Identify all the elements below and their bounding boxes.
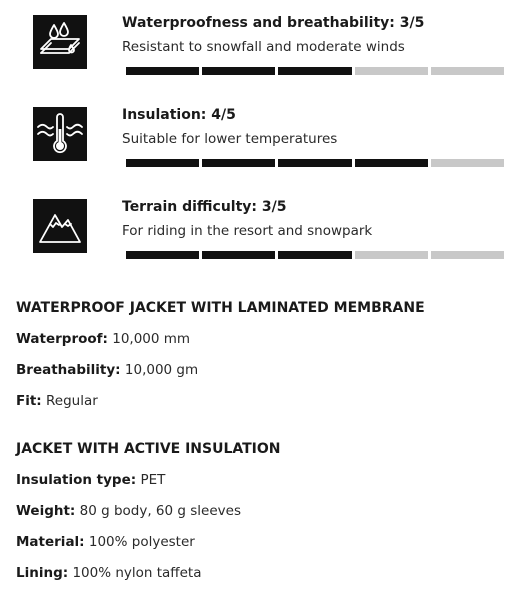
rating-segment-empty <box>355 251 428 259</box>
rating-segment-filled <box>202 67 275 75</box>
mountain-icon <box>33 199 87 253</box>
rating-insulation <box>33 107 513 177</box>
spec-insulation-type <box>16 472 165 488</box>
rating-segment-filled <box>278 159 351 167</box>
rating-bar <box>126 159 504 167</box>
rating-bar <box>126 251 504 259</box>
rating-description: For riding in the resort and snowpark <box>122 223 373 239</box>
spec-label: Waterproof: <box>16 331 108 347</box>
spec-label: Fit: <box>16 393 42 409</box>
spec-value: 80 g body, 60 g sleeves <box>75 503 241 519</box>
spec-weight <box>16 503 241 519</box>
waterproof-breathable-icon <box>33 15 87 69</box>
rating-segment-empty <box>431 159 504 167</box>
rating-description: Resistant to snowfall and moderate winds <box>122 39 405 55</box>
spec-value: 100% polyester <box>84 534 195 550</box>
spec-waterproof <box>16 331 190 347</box>
rating-segment-filled <box>355 159 428 167</box>
rating-segment-empty <box>355 67 428 75</box>
spec-breathability <box>16 362 198 378</box>
rating-terrain <box>33 199 513 269</box>
spec-value: 10,000 gm <box>120 362 199 378</box>
rating-segment-empty <box>431 251 504 259</box>
spec-fit <box>16 393 98 409</box>
spec-value: Regular <box>41 393 98 409</box>
rating-segment-filled <box>202 159 275 167</box>
spec-label: Lining: <box>16 565 69 581</box>
rating-segment-filled <box>278 67 351 75</box>
section-heading-insulation: JACKET WITH ACTIVE INSULATION <box>16 441 281 457</box>
rating-segment-empty <box>431 67 504 75</box>
rating-description: Suitable for lower temperatures <box>122 131 338 147</box>
spec-material <box>16 534 195 550</box>
spec-label: Breathability: <box>16 362 121 378</box>
rating-segment-filled <box>126 67 199 75</box>
spec-label: Material: <box>16 534 85 550</box>
spec-label: Insulation type: <box>16 472 137 488</box>
rating-segment-filled <box>278 251 351 259</box>
rating-title: Waterproofness and breathability: 3/5 <box>122 15 425 31</box>
spec-value: 10,000 mm <box>107 331 191 347</box>
rating-segment-filled <box>126 251 199 259</box>
spec-value: 100% nylon taffeta <box>68 565 202 581</box>
rating-bar <box>126 67 504 75</box>
rating-segment-filled <box>126 159 199 167</box>
thermometer-wind-icon <box>33 107 87 161</box>
section-heading-membrane: WATERPROOF JACKET WITH LAMINATED MEMBRANE <box>16 300 425 316</box>
rating-segment-filled <box>202 251 275 259</box>
spec-value: PET <box>136 472 166 488</box>
spec-lining <box>16 565 201 581</box>
spec-label: Weight: <box>16 503 76 519</box>
rating-title: Insulation: 4/5 <box>122 107 236 123</box>
rating-waterproofness <box>33 15 513 85</box>
rating-title: Terrain difficulty: 3/5 <box>122 199 287 215</box>
